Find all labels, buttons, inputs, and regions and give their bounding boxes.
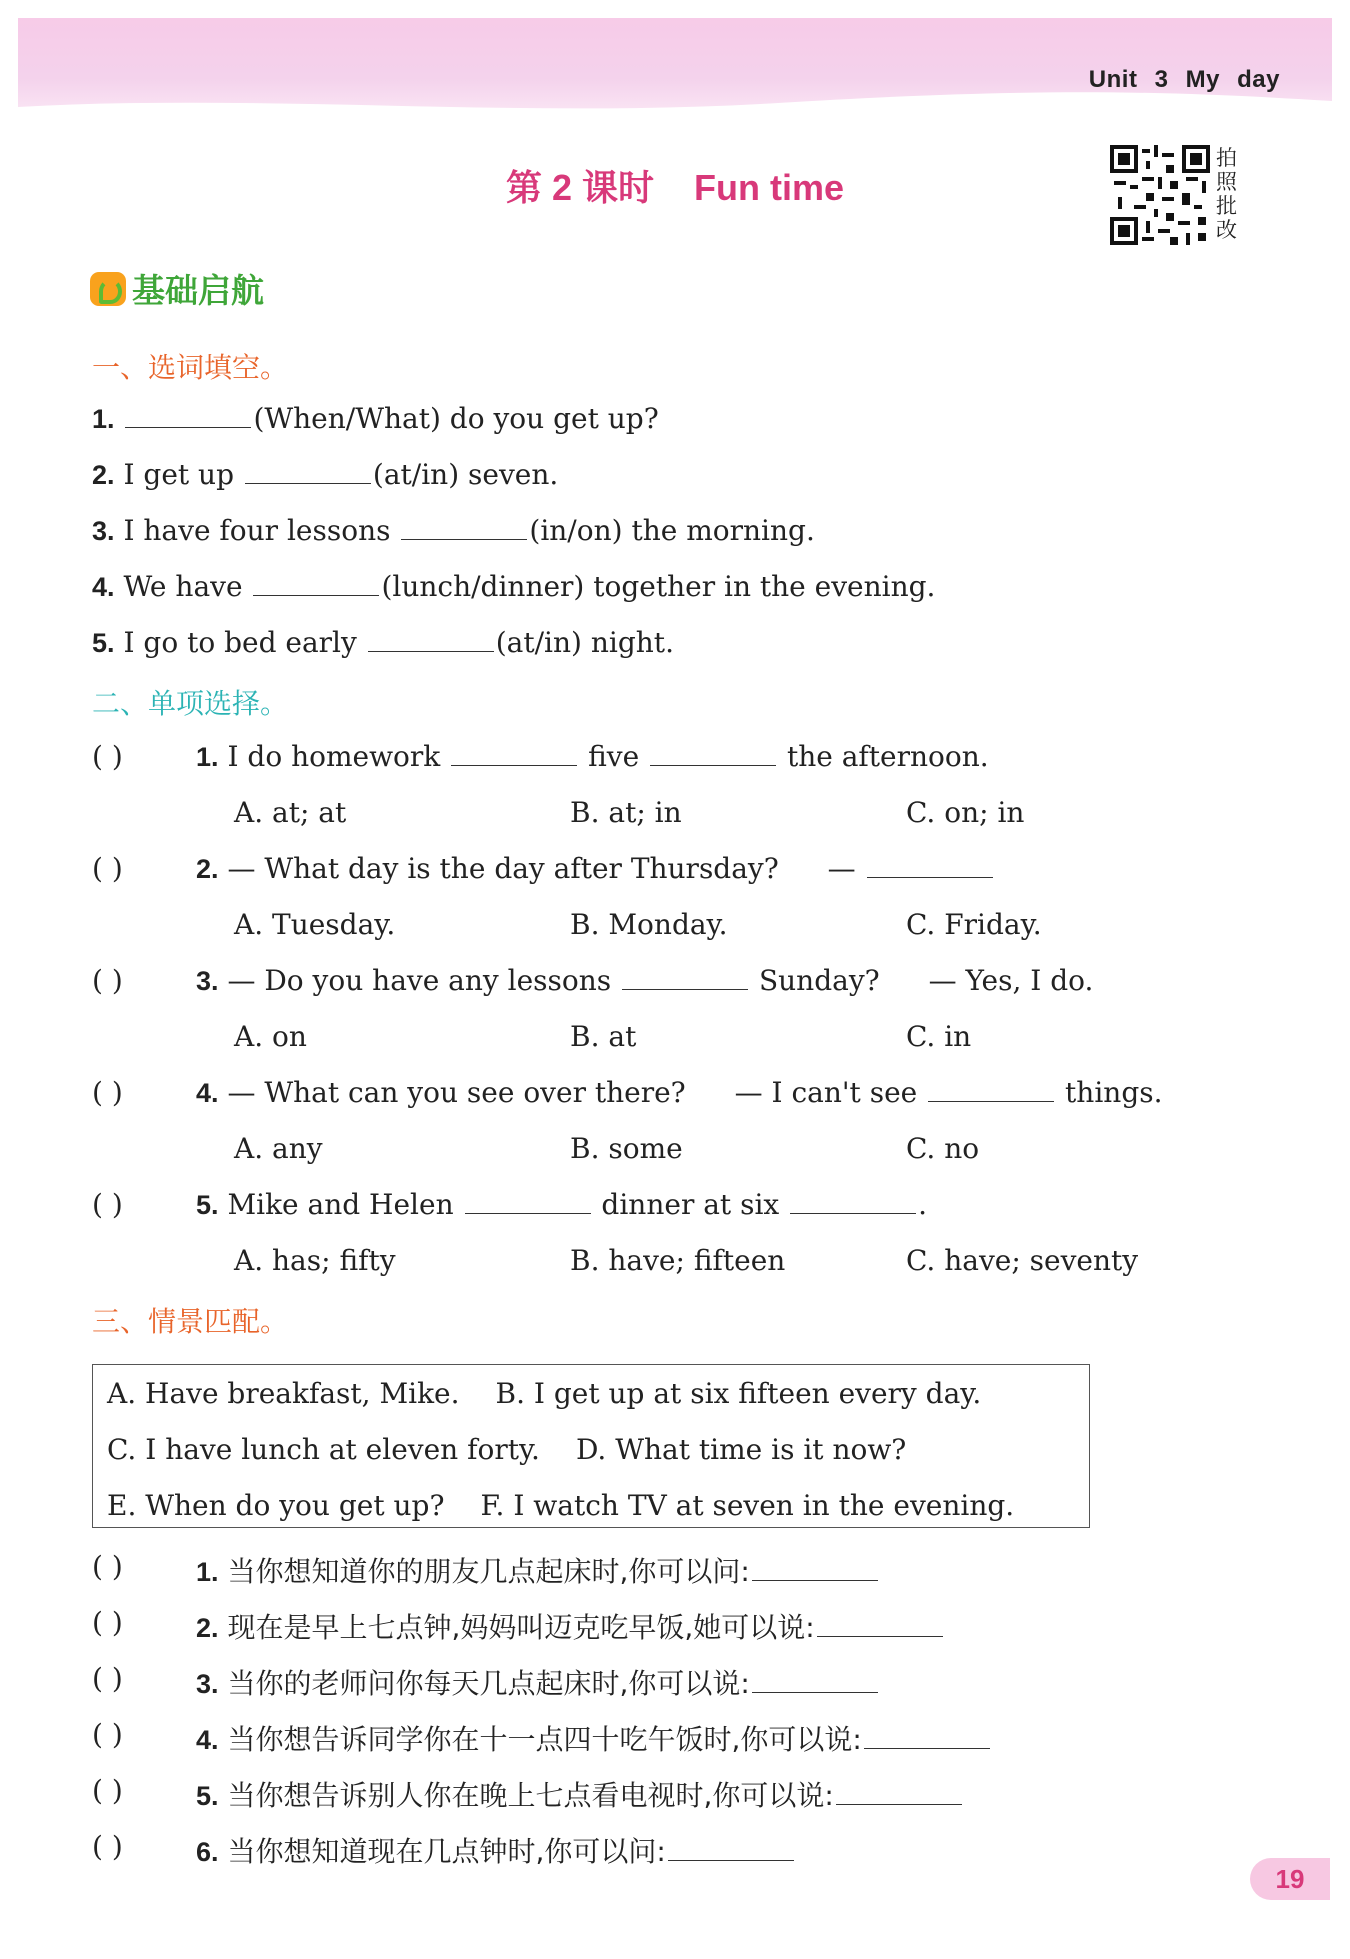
question-text: — Yes, I do. [928, 964, 1094, 997]
item-number: 3. [196, 966, 219, 996]
option-b[interactable]: B. have; fifteen [570, 1244, 786, 1277]
options-row [107, 1433, 906, 1466]
item-text: (in/on) the morning. [529, 514, 815, 547]
options-box [92, 1364, 1090, 1528]
option-b[interactable]: B. at [570, 1020, 637, 1053]
item-number: 4. [92, 572, 115, 602]
choice-question [196, 1076, 1163, 1109]
item-number: 2. [92, 460, 115, 490]
item-text: 现在是早上七点钟,妈妈叫迈克吃早饭,她可以说: [227, 1611, 815, 1644]
item-number: 5. [196, 1781, 219, 1811]
item-text: I go to bed early [123, 626, 357, 659]
options-row [107, 1377, 981, 1410]
answer-blank[interactable] [836, 1782, 962, 1805]
part1-heading: 一、选词填空。 [92, 351, 289, 384]
question-text: dinner at six [601, 1188, 780, 1221]
lesson-topic: Fun time [694, 167, 845, 208]
answer-blank[interactable] [867, 855, 993, 878]
match-option: E. When do you get up? [107, 1489, 445, 1522]
item-number: 5. [196, 1190, 219, 1220]
answer-blank[interactable] [752, 1558, 878, 1581]
item-number: 2. [196, 854, 219, 884]
answer-blank[interactable] [125, 405, 251, 428]
question-text: — Do you have any lessons [227, 964, 612, 997]
answer-blank[interactable] [790, 1191, 916, 1214]
option-a[interactable]: A. any [234, 1132, 323, 1165]
answer-paren[interactable]: ( ) [92, 1076, 123, 1109]
choice-question [196, 964, 1093, 997]
item-text: 当你想知道你的朋友几点起床时,你可以问: [227, 1555, 750, 1588]
match-option: B. I get up at six fifteen every day. [495, 1377, 982, 1410]
item-number: 6. [196, 1837, 219, 1867]
option-b[interactable]: B. at; in [570, 796, 682, 829]
match-item [196, 1718, 992, 1758]
fill-item [92, 626, 674, 659]
page-number: 19 [1250, 1858, 1330, 1900]
item-text: We have [123, 570, 243, 603]
answer-paren[interactable]: ( ) [92, 852, 123, 885]
answer-blank[interactable] [817, 1614, 943, 1637]
options-row [107, 1489, 1014, 1522]
item-number: 3. [196, 1669, 219, 1699]
option-a[interactable]: A. at; at [234, 796, 347, 829]
item-text: 当你想告诉别人你在晚上七点看电视时,你可以说: [227, 1779, 834, 1812]
option-c[interactable]: C. Friday. [906, 908, 1042, 941]
answer-paren[interactable]: ( ) [92, 1188, 123, 1221]
question-text: five [588, 740, 640, 773]
match-item [196, 1662, 880, 1702]
answer-blank[interactable] [650, 743, 776, 766]
part3-heading: 三、情景匹配。 [92, 1305, 289, 1338]
item-text: 当你想告诉同学你在十一点四十吃午饭时,你可以说: [227, 1723, 862, 1756]
item-text: I get up [123, 458, 235, 491]
item-text: (lunch/dinner) together in the evening. [381, 570, 936, 603]
answer-paren[interactable]: ( ) [92, 740, 123, 773]
match-option: F. I watch TV at seven in the evening. [480, 1489, 1015, 1522]
question-text: . [918, 1188, 927, 1221]
option-c[interactable]: C. on; in [906, 796, 1025, 829]
match-item [196, 1830, 796, 1870]
qr-label: 拍照批改 [1216, 146, 1237, 242]
answer-paren[interactable]: ( ) [92, 1718, 123, 1751]
question-text: the afternoon. [786, 740, 989, 773]
match-item [196, 1550, 880, 1590]
answer-blank[interactable] [451, 743, 577, 766]
fill-item [92, 570, 935, 603]
answer-blank[interactable] [253, 573, 379, 596]
answer-blank[interactable] [368, 629, 494, 652]
section-heading [90, 265, 264, 312]
item-number: 5. [92, 628, 115, 658]
answer-paren[interactable]: ( ) [92, 1830, 123, 1863]
answer-blank[interactable] [401, 517, 527, 540]
option-c[interactable]: C. have; seventy [906, 1244, 1139, 1277]
answer-blank[interactable] [668, 1838, 794, 1861]
item-text: (at/in) seven. [372, 458, 559, 491]
question-text: — I can't see [734, 1076, 918, 1109]
item-text: 当你想知道现在几点钟时,你可以问: [227, 1835, 666, 1868]
question-text: things. [1065, 1076, 1163, 1109]
part2-heading: 二、单项选择。 [92, 687, 289, 720]
item-text: (When/What) do you get up? [253, 402, 659, 435]
option-c[interactable]: C. in [906, 1020, 972, 1053]
answer-paren[interactable]: ( ) [92, 1606, 123, 1639]
answer-paren[interactable]: ( ) [92, 964, 123, 997]
choice-question [196, 852, 995, 885]
item-number: 1. [92, 404, 115, 434]
match-option: C. I have lunch at eleven forty. [107, 1433, 540, 1466]
fill-item [92, 402, 659, 435]
match-item [196, 1606, 945, 1646]
answer-blank[interactable] [864, 1726, 990, 1749]
fill-item [92, 514, 815, 547]
unit-label: Unit 3 My day [1088, 66, 1280, 93]
option-b[interactable]: B. Monday. [570, 908, 728, 941]
match-option: A. Have breakfast, Mike. [107, 1377, 460, 1410]
choice-question [196, 740, 989, 773]
question-text: I do homework [227, 740, 441, 773]
option-c[interactable]: C. no [906, 1132, 980, 1165]
item-number: 4. [196, 1078, 219, 1108]
option-a[interactable]: A. has; fifty [234, 1244, 396, 1277]
item-text: I have four lessons [123, 514, 391, 547]
question-text: Sunday? [758, 964, 880, 997]
question-text: — What day is the day after Thursday? [227, 852, 779, 885]
answer-blank[interactable] [245, 461, 371, 484]
option-a[interactable]: A. Tuesday. [234, 908, 396, 941]
qr-code-icon[interactable] [1110, 145, 1210, 245]
question-text: — What can you see over there? [227, 1076, 686, 1109]
item-text: (at/in) night. [495, 626, 674, 659]
option-a[interactable]: A. on [234, 1020, 307, 1053]
anchor-icon [90, 272, 126, 306]
answer-blank[interactable] [622, 967, 748, 990]
answer-paren[interactable]: ( ) [92, 1774, 123, 1807]
item-number: 3. [92, 516, 115, 546]
match-item [196, 1774, 964, 1814]
choice-question [196, 1188, 927, 1221]
item-number: 1. [196, 1557, 219, 1587]
fill-item [92, 458, 558, 491]
lesson-number: 第 2 课时 [505, 167, 655, 208]
item-number: 2. [196, 1613, 219, 1643]
answer-blank[interactable] [465, 1191, 591, 1214]
question-text: — [827, 852, 856, 885]
item-text: 当你的老师问你每天几点起床时,你可以说: [227, 1667, 750, 1700]
answer-paren[interactable]: ( ) [92, 1550, 123, 1583]
section-title: 基础启航 [132, 271, 264, 310]
answer-blank[interactable] [928, 1079, 1054, 1102]
match-option: D. What time is it now? [575, 1433, 907, 1466]
item-number: 4. [196, 1725, 219, 1755]
answer-paren[interactable]: ( ) [92, 1662, 123, 1695]
answer-blank[interactable] [752, 1670, 878, 1693]
option-b[interactable]: B. some [570, 1132, 683, 1165]
item-number: 1. [196, 742, 219, 772]
question-text: Mike and Helen [227, 1188, 454, 1221]
